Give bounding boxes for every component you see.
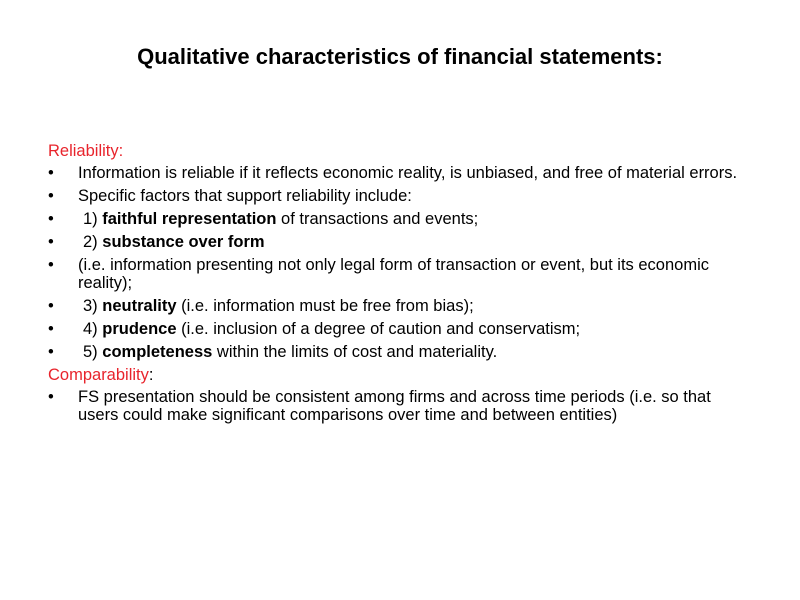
bullet-item	[48, 233, 748, 251]
bullet-text-bold: faithful representation	[102, 210, 277, 228]
comparability-list	[48, 388, 748, 424]
comparability-heading	[48, 366, 748, 384]
bullet-text-suffix: of transactions and events;	[276, 210, 479, 228]
bullet-text-bold: neutrality	[102, 297, 177, 315]
bullet-text-bold: prudence	[102, 320, 177, 338]
bullet-text-plain: Specific factors that support reliability include:	[78, 187, 412, 205]
bullet-item	[48, 187, 748, 205]
bullet-item	[48, 164, 748, 182]
bullet-marker: •	[48, 256, 54, 274]
bullet-item	[48, 320, 748, 338]
reliability-list	[48, 164, 748, 361]
bullet-text-plain: FS presentation should be consistent among firms and across time periods (i.e. so that users could make significant comparisons over time and between entities)	[78, 388, 711, 424]
bullet-text-plain: (i.e. information presenting not only legal form of transaction or event, but its economic reality);	[78, 256, 709, 292]
bullet-text-plain: 4)	[83, 320, 103, 338]
bullet-text-plain: 5)	[83, 343, 103, 361]
bullet-text-suffix: (i.e. inclusion of a degree of caution and conservatism;	[176, 320, 581, 338]
bullet-item	[48, 343, 748, 361]
bullet-text	[78, 320, 580, 338]
bullet-text-plain: 1)	[83, 210, 103, 228]
bullet-item	[48, 297, 748, 315]
slide-title: Qualitative characteristics of financial statements:	[137, 44, 663, 69]
bullet-item	[48, 256, 748, 292]
bullet-text-plain: Information is reliable if it reflects economic reality, is unbiased, and free of material errors.	[78, 164, 738, 182]
comparability-heading-label: Comparability	[48, 366, 149, 384]
bullet-marker: •	[48, 343, 54, 361]
bullet-item	[48, 210, 748, 228]
bullet-text-suffix: within the limits of cost and materiality.	[212, 343, 498, 361]
bullet-text	[78, 187, 412, 205]
bullet-marker: •	[48, 233, 54, 251]
bullet-marker: •	[48, 164, 54, 182]
reliability-heading: Reliability:	[48, 142, 124, 160]
bullet-text	[78, 233, 265, 251]
bullet-text	[78, 164, 737, 182]
bullet-text-suffix: (i.e. information must be free from bias);	[176, 297, 474, 315]
bullet-marker: •	[48, 297, 54, 315]
slide-content	[48, 142, 748, 429]
bullet-text	[78, 343, 497, 361]
bullet-text-plain: 3)	[83, 297, 103, 315]
bullet-marker: •	[48, 320, 54, 338]
bullet-text	[78, 256, 709, 292]
bullet-marker: •	[48, 388, 54, 406]
bullet-marker: •	[48, 187, 54, 205]
bullet-item	[48, 388, 748, 424]
bullet-text	[78, 388, 711, 424]
bullet-marker: •	[48, 210, 54, 228]
bullet-text-plain: 2)	[83, 233, 103, 251]
bullet-text	[78, 297, 474, 315]
comparability-heading-colon: :	[148, 366, 154, 384]
bullet-text	[78, 210, 478, 228]
bullet-text-bold: substance over form	[102, 233, 265, 251]
bullet-text-bold: completeness	[102, 343, 213, 361]
